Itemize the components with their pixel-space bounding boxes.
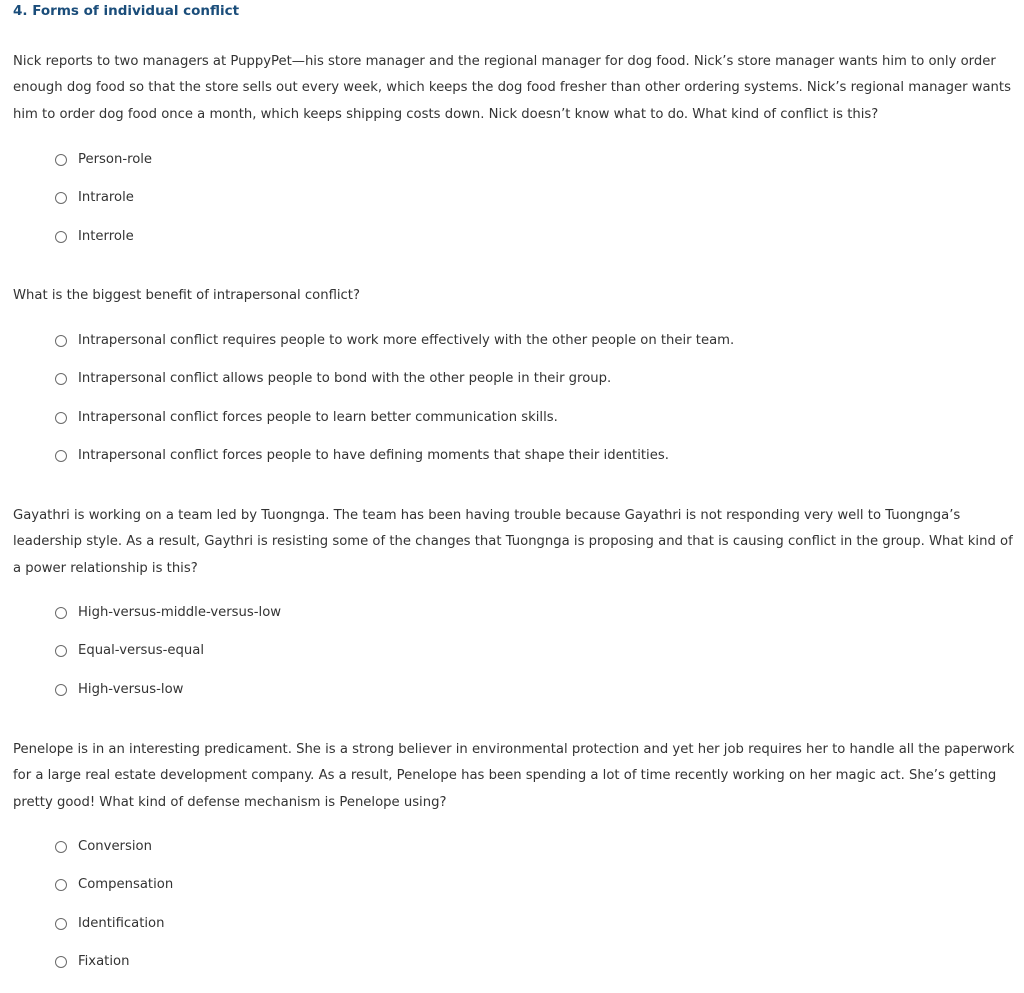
option-label[interactable]: High-versus-low [78, 681, 184, 697]
option-label[interactable]: Intrapersonal conflict forces people to learn better communication skills. [78, 409, 558, 425]
option-label[interactable]: High-versus-middle-versus-low [78, 605, 282, 620]
option-person-role[interactable] [55, 152, 955, 190]
option-label[interactable]: Compensation [78, 877, 174, 893]
option-label[interactable]: Fixation [78, 954, 130, 970]
radio-button[interactable] [55, 192, 67, 204]
question-1-text: Nick reports to two managers at PuppyPet—his store manager and the regional manager for dog food. Nick’s store manager wants him to only order enough dog food so that the store sells out every week, which keeps the dog food fresher than other ordering systems. Nick’s regional manager wants him to order dog food once a month, which keeps shipping costs down. Nick doesn’t know what to do. What kind of conflict is this? [13, 54, 1011, 122]
radio-button[interactable] [55, 956, 67, 968]
question-1-options [55, 152, 955, 267]
radio-button[interactable] [55, 841, 67, 853]
option-label[interactable]: Person-role [78, 152, 153, 167]
option-equal-versus-equal[interactable] [55, 643, 955, 681]
option-conversion[interactable] [55, 839, 955, 877]
option-work-effectively[interactable] [55, 333, 955, 371]
option-label[interactable]: Intrapersonal conflict requires people to work more effectively with the other people on their team. [78, 333, 735, 348]
option-communication-skills[interactable] [55, 410, 955, 448]
radio-button[interactable] [55, 154, 67, 166]
radio-button[interactable] [55, 684, 67, 696]
option-defining-moments[interactable] [55, 448, 955, 486]
radio-button[interactable] [55, 373, 67, 385]
option-label[interactable]: Interrole [78, 228, 134, 244]
radio-button[interactable] [55, 607, 67, 619]
option-fixation[interactable] [55, 954, 955, 992]
question-4-text: Penelope is in an interesting predicament. She is a strong believer in environmental protection and yet her job requires her to handle all the paperwork for a large real estate development company. As a result, Penelope has been spending a lot of time recently working on her magic act. She’s getting pretty good! What kind of defense mechanism is Penelope using? [13, 742, 1015, 810]
option-label[interactable]: Conversion [78, 839, 152, 854]
radio-button[interactable] [55, 918, 67, 930]
radio-button[interactable] [55, 231, 67, 243]
option-label[interactable]: Intrarole [78, 190, 134, 206]
option-intrarole[interactable] [55, 190, 955, 228]
question-2-text: What is the biggest benefit of intrapersonal conflict? [13, 288, 360, 303]
option-label[interactable]: Intrapersonal conflict allows people to bond with the other people in their group. [78, 371, 612, 387]
option-label[interactable]: Intrapersonal conflict forces people to have defining moments that shape their identities. [78, 448, 669, 464]
option-high-versus-low[interactable] [55, 682, 955, 720]
question-3-options [55, 605, 955, 720]
section-title: 4. Forms of individual conflict [13, 3, 240, 19]
option-bond-with-group[interactable] [55, 371, 955, 409]
option-interrole[interactable] [55, 229, 955, 267]
radio-button[interactable] [55, 335, 67, 347]
option-identification[interactable] [55, 916, 955, 954]
radio-button[interactable] [55, 645, 67, 657]
option-high-middle-low[interactable] [55, 605, 955, 643]
question-3-text: Gayathri is working on a team led by Tuongnga. The team has been having trouble because Gayathri is not responding very well to Tuongnga’s leadership style. As a result, Gaythri is resisting some of the changes that Tuongnga is proposing and that is causing conflict in the group. What kind of a power relationship is this? [13, 508, 1013, 576]
option-label[interactable]: Equal-versus-equal [78, 643, 204, 659]
radio-button[interactable] [55, 450, 67, 462]
radio-button[interactable] [55, 879, 67, 891]
option-compensation[interactable] [55, 877, 955, 915]
radio-button[interactable] [55, 412, 67, 424]
question-2-options [55, 333, 955, 487]
question-4-options [55, 839, 955, 993]
option-label[interactable]: Identification [78, 915, 165, 931]
